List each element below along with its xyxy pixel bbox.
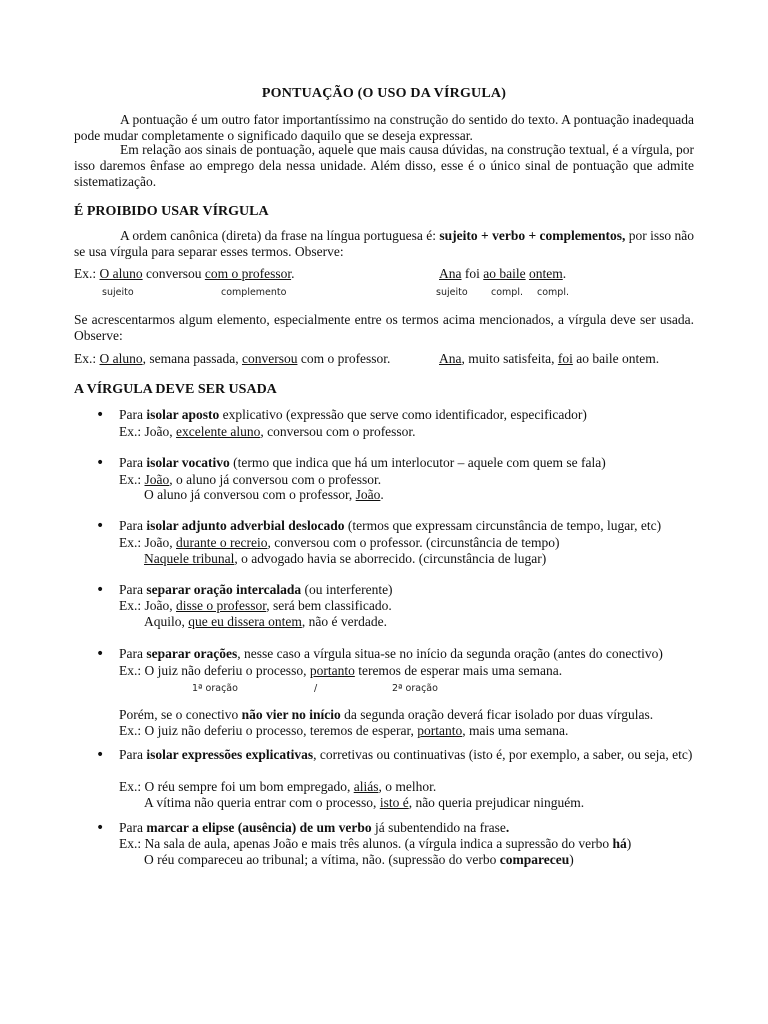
underlined-subject: O aluno bbox=[99, 351, 143, 366]
bullet-icon: • bbox=[96, 820, 105, 836]
underlined-complement: ao baile bbox=[483, 266, 526, 281]
bold-term: compareceu bbox=[499, 852, 570, 867]
text-fragment: , muito satisfeita, bbox=[461, 351, 558, 366]
example-prefix: Ex.: bbox=[74, 266, 100, 281]
bold-term: não vier no início bbox=[241, 707, 341, 722]
rule-elipse bbox=[119, 820, 509, 836]
underlined-term: João bbox=[144, 472, 170, 487]
text-fragment: já subentendido na frase bbox=[371, 820, 506, 835]
underlined-term: Naquele tribunal bbox=[144, 551, 235, 566]
label-compl-2: compl. bbox=[537, 287, 569, 298]
example-line-4 bbox=[439, 351, 659, 367]
rule-adjunto bbox=[119, 518, 661, 534]
bold-term: isolar expressões explicativas bbox=[146, 747, 314, 762]
text-fragment: , não é verdade. bbox=[301, 614, 387, 629]
bold-term: há bbox=[612, 836, 627, 851]
section-heading-prohibited: É PROIBIDO USAR VÍRGULA bbox=[74, 204, 269, 219]
underlined-term: João bbox=[355, 487, 381, 502]
example-oracoes-1 bbox=[119, 663, 562, 679]
page-title: PONTUAÇÃO (O USO DA VÍRGULA) bbox=[261, 86, 507, 101]
text-fragment: por isso não se usa vírgula para separar esses termos. Observe: bbox=[74, 228, 695, 259]
example-intercalada-1 bbox=[119, 598, 392, 614]
text-fragment: , será bem classificado. bbox=[266, 598, 392, 613]
example-oracoes-2 bbox=[119, 723, 568, 739]
text-fragment: teremos de esperar mais uma semana. bbox=[354, 663, 563, 678]
bullet-icon: • bbox=[96, 646, 105, 662]
text-fragment: , corretivas ou continuativas (isto é, por exemplo, a saber, ou seja, etc) bbox=[313, 747, 693, 762]
example-intercalada-2 bbox=[144, 614, 387, 630]
text-fragment: Para bbox=[119, 455, 147, 470]
label-second-clause: 2ª oração bbox=[392, 683, 438, 694]
text-fragment: Para bbox=[119, 407, 147, 422]
underlined-term: que eu dissera ontem bbox=[188, 614, 302, 629]
rule-vocativo bbox=[119, 455, 606, 471]
punctuation: . bbox=[505, 820, 510, 835]
underlined-subject: Ana bbox=[439, 351, 462, 366]
text-fragment: , conversou com o professor. bbox=[260, 424, 416, 439]
label-sujeito: sujeito bbox=[102, 287, 134, 298]
text-fragment: Aquilo, bbox=[144, 614, 189, 629]
text-fragment: ) bbox=[569, 852, 574, 867]
underlined-term: durante o recreio bbox=[176, 535, 268, 550]
text-fragment: Para bbox=[119, 582, 147, 597]
bullet-icon: • bbox=[96, 747, 105, 763]
text-fragment: , não queria prejudicar ninguém. bbox=[408, 795, 585, 810]
underlined-term: portanto bbox=[417, 723, 463, 738]
text-fragment: . bbox=[380, 487, 384, 502]
label-clause-separator: / bbox=[314, 683, 318, 694]
intro-paragraph-1: A pontuação é um outro fator importantíssimo na construção do sentido do texto. A pontuação inadequada pode mudar completamente o significado daquilo que se deseja expressar. bbox=[74, 112, 694, 143]
paragraph-conectivo bbox=[119, 707, 653, 723]
text-fragment: (ou interferente) bbox=[301, 582, 393, 597]
rule-explicativas bbox=[119, 747, 694, 763]
text-fragment: , semana passada, bbox=[142, 351, 242, 366]
label-complemento: complemento bbox=[221, 287, 287, 298]
text-fragment: (termos que expressam circunstância de tempo, lugar, etc) bbox=[344, 518, 662, 533]
underlined-term: aliás bbox=[353, 779, 379, 794]
text-fragment: Ex.: bbox=[119, 472, 145, 487]
text-fragment: ) bbox=[626, 836, 632, 851]
text-fragment: Para bbox=[119, 518, 147, 533]
underlined-verb: conversou bbox=[241, 351, 298, 366]
bold-term: marcar a elipse (ausência) de um verbo bbox=[146, 820, 372, 835]
text-fragment: Para bbox=[119, 646, 147, 661]
bullet-icon: • bbox=[96, 518, 105, 534]
underlined-term: isto é bbox=[379, 795, 409, 810]
underlined-term: disse o professor bbox=[176, 598, 267, 613]
example-elipse-2 bbox=[144, 852, 574, 868]
underlined-subject: Ana bbox=[439, 266, 462, 281]
bold-term: sujeito + verbo + complementos, bbox=[439, 228, 626, 243]
punctuation: . bbox=[291, 266, 295, 281]
example-line-3 bbox=[74, 351, 390, 367]
example-adjunto-1 bbox=[119, 535, 559, 551]
punctuation: . bbox=[562, 266, 567, 281]
bullet-icon: • bbox=[96, 455, 105, 471]
example-line-1 bbox=[74, 266, 294, 282]
text-fragment: explicativo (expressão que serve como identificador, especificador) bbox=[219, 407, 587, 422]
label-first-clause: 1ª oração bbox=[192, 683, 238, 694]
example-explicativas-2 bbox=[144, 795, 584, 811]
example-prefix: Ex.: bbox=[74, 351, 100, 366]
text-fragment: ao baile ontem. bbox=[572, 351, 660, 366]
label-compl-1: compl. bbox=[491, 287, 523, 298]
bold-term: separar oração intercalada bbox=[146, 582, 302, 597]
example-vocativo-2 bbox=[144, 487, 384, 503]
section-heading-must-use: A VÍRGULA DEVE SER USADA bbox=[74, 382, 277, 397]
rule-aposto bbox=[119, 407, 587, 423]
text-fragment: , o melhor. bbox=[378, 779, 437, 794]
text-fragment: Ex.: João, bbox=[119, 598, 176, 613]
text-fragment: , conversou com o professor. (circunstância de tempo) bbox=[267, 535, 560, 550]
text-fragment: da segunda oração deverá ficar isolado por duas vírgulas. bbox=[340, 707, 654, 722]
example-explicativas-1 bbox=[119, 779, 436, 795]
bullet-icon: • bbox=[96, 582, 105, 598]
example-adjunto-2 bbox=[144, 551, 546, 567]
text-fragment: , nesse caso a vírgula situa-se no início da segunda oração (antes do conectivo) bbox=[237, 646, 663, 661]
bold-term: isolar vocativo bbox=[146, 455, 230, 470]
underlined-complement: com o professor bbox=[204, 266, 292, 281]
text-fragment: Ex.: O réu sempre foi um bom empregado, bbox=[119, 779, 354, 794]
text-fragment: , o advogado havia se aborrecido. (circunstância de lugar) bbox=[234, 551, 547, 566]
text-fragment: , o aluno já conversou com o professor. bbox=[169, 472, 382, 487]
text-fragment: Para bbox=[119, 820, 147, 835]
text-fragment: A ordem canônica (direta) da frase na língua portuguesa é: bbox=[120, 228, 440, 243]
verb-text: foi bbox=[461, 266, 484, 281]
example-aposto bbox=[119, 424, 416, 440]
text-fragment: , mais uma semana. bbox=[462, 723, 569, 738]
rule-intercalada bbox=[119, 582, 393, 598]
text-fragment: Ex.: João, bbox=[119, 424, 176, 439]
text-fragment: A vítima não queria entrar com o processo, bbox=[144, 795, 380, 810]
text-fragment: Ex.: João, bbox=[119, 535, 176, 550]
bullet-icon: • bbox=[96, 407, 105, 423]
underlined-term: portanto bbox=[309, 663, 355, 678]
bold-term: isolar aposto bbox=[146, 407, 220, 422]
text-fragment: Ex.: O juiz não deferiu o processo, bbox=[119, 663, 310, 678]
text-fragment: Ex.: O juiz não deferiu o processo, teremos de esperar, bbox=[119, 723, 418, 738]
text-fragment: com o professor. bbox=[297, 351, 391, 366]
add-element-paragraph: Se acrescentarmos algum elemento, especialmente entre os termos acima mencionados, a vírgula deve ser usada. Observe: bbox=[74, 312, 694, 343]
text-fragment: (termo que indica que há um interlocutor – aquele com quem se fala) bbox=[229, 455, 606, 470]
bold-term: isolar adjunto adverbial deslocado bbox=[146, 518, 345, 533]
bold-term: separar orações bbox=[146, 646, 238, 661]
verb-text: conversou bbox=[142, 266, 205, 281]
canonical-order-paragraph bbox=[74, 228, 694, 260]
label-sujeito-2: sujeito bbox=[436, 287, 468, 298]
example-elipse-1 bbox=[119, 836, 631, 852]
text-fragment: O réu compareceu ao tribunal; a vítima, não. (supressão do verbo bbox=[144, 852, 500, 867]
text-fragment: Ex.: Na sala de aula, apenas João e mais três alunos. (a vírgula indica a supressão do verbo bbox=[119, 836, 613, 851]
text-fragment: Porém, se o conectivo bbox=[119, 707, 242, 722]
underlined-subject: O aluno bbox=[99, 266, 143, 281]
rule-oracoes bbox=[119, 646, 663, 662]
text-fragment: O aluno já conversou com o professor, bbox=[144, 487, 356, 502]
underlined-term: excelente aluno bbox=[176, 424, 261, 439]
underlined-complement: ontem bbox=[528, 266, 563, 281]
example-vocativo-1 bbox=[119, 472, 381, 488]
underlined-verb: foi bbox=[557, 351, 573, 366]
text-fragment: Para bbox=[119, 747, 147, 762]
example-line-2 bbox=[439, 266, 566, 282]
intro-paragraph-2: Em relação aos sinais de pontuação, aquele que mais causa dúvidas, na construção textual, é a vírgula, por isso daremos ênfase ao emprego dela nessa unidade. Além disso, esse é o único sinal de pontuação que admite sistematização. bbox=[74, 142, 694, 189]
